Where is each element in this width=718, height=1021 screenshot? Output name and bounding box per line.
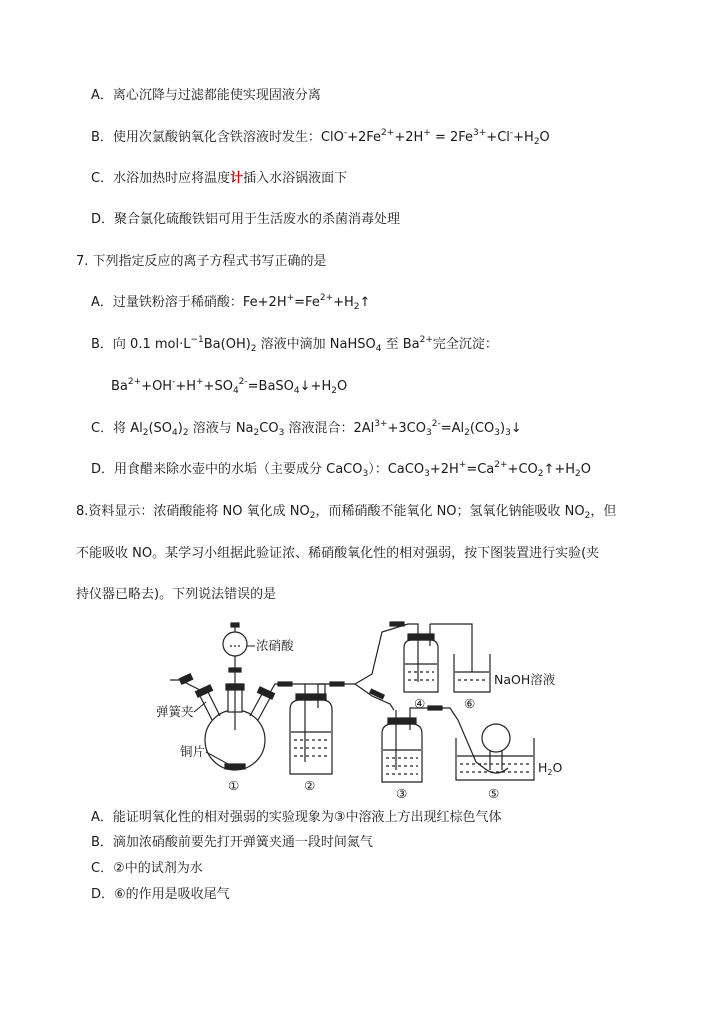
text: 2 (537, 469, 544, 479)
text: B．使用次氯酸钠氧化含铁溶液时发生：ClO (91, 130, 344, 145)
q6-option-b (91, 129, 550, 147)
text: ) (177, 421, 183, 436)
trough-5 (456, 724, 534, 780)
text: ）：CaCO (368, 462, 425, 477)
text: O (552, 760, 563, 775)
text: +H (175, 379, 196, 394)
text: O (539, 130, 550, 145)
text: +3CO (387, 421, 426, 436)
nitrogen-inlet (170, 674, 204, 692)
text: +2Fe (347, 130, 382, 145)
text: 2 (250, 344, 257, 354)
text: ↓+H (299, 379, 332, 394)
label-number-4: ④ (414, 696, 426, 711)
label-number-5: ⑤ (488, 786, 500, 801)
text: 2 (533, 137, 540, 147)
text: Ba (111, 379, 128, 394)
text: 2 (464, 428, 470, 438)
dropping-funnel (223, 623, 247, 730)
text: ) (499, 421, 506, 436)
text: −1 (190, 335, 204, 345)
q7-option-a (91, 294, 370, 312)
bottle-3 (382, 710, 422, 782)
apparatus-diagram (150, 612, 570, 802)
text: O (580, 462, 592, 477)
text: 2- (238, 377, 248, 387)
text: 2 (142, 428, 149, 438)
text: ↑+H (543, 462, 576, 477)
text: 3 (278, 428, 285, 438)
text: 4 (172, 428, 178, 438)
text: - (509, 128, 514, 138)
text: 2 (182, 428, 189, 438)
text: +H (333, 295, 354, 310)
label-water (538, 760, 563, 777)
label-number-1: ① (228, 778, 240, 793)
text: CO (259, 421, 279, 436)
text: = 2Fe (430, 130, 474, 145)
text: +Cl (486, 130, 510, 145)
highlighted-char: 计 (230, 171, 244, 186)
text: O (336, 379, 348, 394)
text: + (423, 128, 431, 138)
label-naoh-solution: NaOH溶液 (494, 672, 556, 687)
text: 2+ (381, 128, 395, 138)
text: 3 (424, 469, 430, 479)
q8-option-c: C．②中的试剂为水 (91, 861, 203, 876)
text: ，但 (590, 504, 617, 519)
text: 溶液与 Na (188, 421, 254, 436)
text: =Ca (466, 462, 495, 477)
text: ↑ (359, 295, 371, 310)
text: B．向 0.1 mol·L (91, 337, 191, 352)
text: 2+ (319, 293, 334, 303)
q8-stem-line3: 持仪器已略去)。下列说法错误的是 (76, 587, 277, 602)
q7-option-c (91, 420, 522, 438)
text: - (343, 128, 348, 138)
text: C．水浴加热时应将温度 (91, 171, 231, 186)
text: +OH (141, 379, 173, 394)
text: 4 (375, 344, 382, 354)
text: + (196, 377, 204, 387)
text: +2H (394, 130, 424, 145)
bottle-4 (404, 624, 438, 692)
bottle-2 (290, 684, 332, 774)
q7-option-b (91, 336, 498, 354)
text: 至 Ba (381, 337, 420, 352)
text: 插入水浴锅液面下 (243, 171, 348, 186)
label-number-6: ⑥ (464, 696, 476, 711)
q8-option-d: D．⑥的作用是吸收尾气 (91, 887, 230, 902)
text: 2 (309, 511, 316, 521)
text: 2+ (419, 335, 433, 345)
q8-option-b: B．滴加浓硝酸前要先打开弹簧夹通一段时间氮气 (91, 835, 373, 850)
text: 3 (505, 428, 511, 438)
text: 3+ (473, 128, 487, 138)
text: Ba(OH) (203, 337, 251, 352)
text: +2H (429, 462, 459, 477)
text: 2+ (127, 377, 142, 387)
q7-option-b-equation (111, 378, 347, 396)
text: D．用食醋来除水壶中的水垢（主要成分 CaCO (91, 462, 363, 477)
text: + (286, 293, 295, 303)
text: A．过量铁粉溶于稀硝酸：Fe+2H (91, 295, 287, 310)
q8-stem-line1 (76, 503, 616, 521)
text: 溶液中滴加 NaHSO (256, 337, 376, 352)
label-spring-clamp: 弹簧夹 (156, 704, 194, 719)
q8-stem-line2: 不能吸收 NO。某学习小组据此验证浓、稀硝酸氧化性的相对强弱，按下图装置进行实验(夹 (76, 546, 600, 561)
text: =Al (440, 421, 465, 436)
text: (CO (469, 421, 495, 436)
text: 2+ (494, 460, 508, 470)
text: 4 (293, 386, 300, 396)
text: +H (513, 130, 534, 145)
text: 2 (253, 428, 260, 438)
label-number-2: ② (304, 778, 316, 793)
q6-option-c (91, 170, 347, 188)
text: ↓ (510, 421, 522, 436)
q7-stem: 7. 下列指定反应的离子方程式书写正确的是 (76, 254, 327, 269)
text: =BaSO (247, 379, 294, 394)
q8-option-a: A．能证明氧化性的相对强弱的实验现象为③中溶液上方出现红棕色气体 (91, 810, 502, 825)
text: 溶液混合：2Al (284, 421, 375, 436)
text: 3 (426, 428, 432, 438)
label-number-3: ③ (396, 786, 408, 801)
text: 2 (584, 511, 591, 521)
text: +SO (203, 379, 233, 394)
text: 完全沉淀： (432, 337, 498, 352)
q7-option-d (91, 461, 591, 479)
text: +CO (507, 462, 538, 477)
text: 2 (547, 768, 553, 777)
text: C．将 Al (91, 421, 143, 436)
label-concentrated-nitric-acid: 浓硝酸 (256, 638, 294, 653)
text: 4 (232, 386, 239, 396)
text: 2 (575, 469, 581, 479)
text: - (172, 377, 176, 387)
label-copper-sheet: 铜片 (180, 744, 206, 759)
text: 2 (353, 302, 360, 312)
text: + (458, 460, 467, 470)
q6-option-d: D．聚合氯化硫酸铁铝可用于生活废水的杀菌消毒处理 (91, 212, 401, 227)
text: 2 (331, 386, 337, 396)
text: H (538, 760, 548, 775)
text: ，而稀硝酸不能氧化 NO；氢氧化钠能吸收 NO (315, 504, 585, 519)
text: =Fe (294, 295, 320, 310)
text: 8.资料显示：浓硝酸能将 NO 氧化成 NO (76, 504, 310, 519)
text: (SO (148, 421, 173, 436)
q6-option-a: A．离心沉降与过滤都能使实现固液分离 (91, 88, 321, 103)
text: 3+ (374, 419, 388, 429)
text: 3 (494, 428, 500, 438)
text: 3 (362, 469, 369, 479)
text: 2- (431, 419, 441, 429)
